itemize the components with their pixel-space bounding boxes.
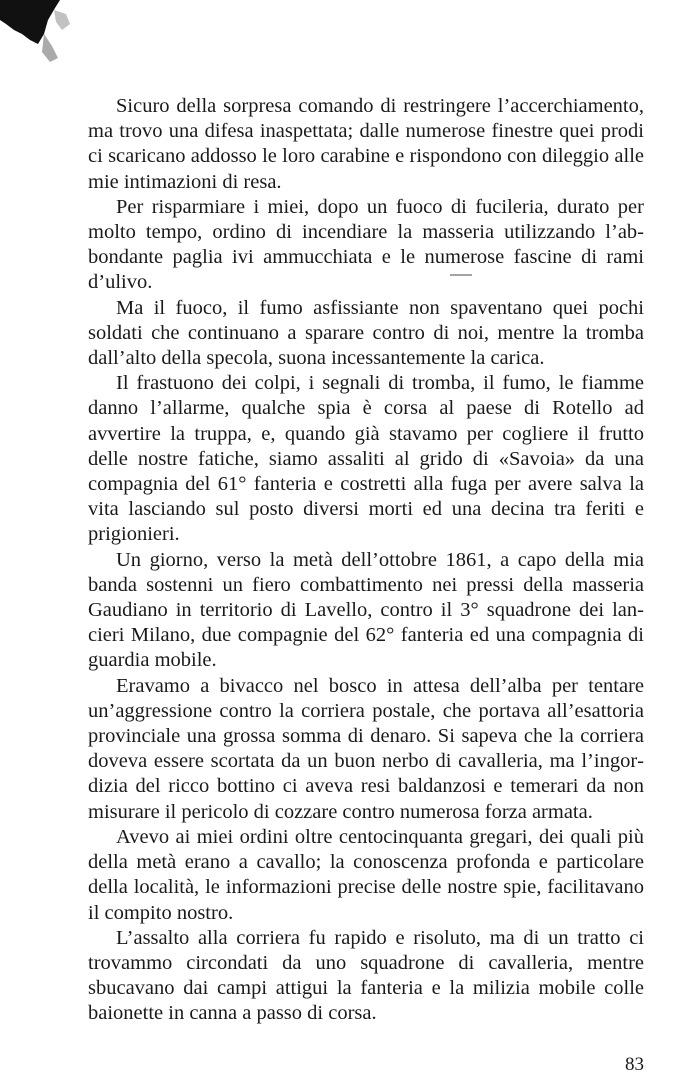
paragraph-3: Ma il fuoco, il fumo asfissiante non spaventano quei pochi soldati che continuano a sparare contro di noi, mentre la tromba dall’alto della specola, suona incessantemente la carica. bbox=[88, 296, 644, 370]
paragraph-6: Eravamo a bivacco nel bosco in attesa dell’alba per tentare un’aggressione contro la corriera postale, che portava all’esattoria provinciale una grossa somma di denaro. Si sapeva che la corriera doveva essere scortata da un buon nerbo di cavalleria, ma l’ingordizia del ricco bottino ci aveva resi baldanzosi e temerari da non misurare il pericolo di cozzare contro numerosa forza armata. bbox=[88, 674, 644, 823]
paragraph-4: Il frastuono dei colpi, i segnali di tromba, il fumo, le fiamme danno l’allarme, qualche spia è corsa al paese di Rotello ad avvertire la truppa, e, quando già stavamo per cogliere il frutto delle nostre fatiche, siamo assaliti al grido di «Savoia» da una compagnia del 61° fanteria e costretti alla fuga per avere salva la vita lasciando sul posto diversi morti ed una decina tra feriti e prigionieri. bbox=[88, 372, 644, 546]
paragraph-8: L’assalto alla corriera fu rapido e risoluto, ma di un tratto ci trovammo circondati da uno squadrone di cavalleria, mentre sbucavano dai campi attigui la fanteria e la milizia mobile colle baionette in canna a passo di corsa. bbox=[88, 926, 644, 1025]
scan-smudge-mark bbox=[0, 0, 90, 80]
paragraph-7: Avevo ai miei ordini oltre centocinquanta gregari, dei quali più della metà erano a cavallo; la conoscenza profonda e particolare della località, le informazioni precise delle nostre spie, facilitavano il compito nostro. bbox=[88, 825, 644, 924]
page-number: 83 bbox=[625, 1054, 644, 1075]
body-text bbox=[88, 94, 644, 1027]
paragraph-5: Un giorno, verso la metà dell’ottobre 1861, a capo della mia banda sostenni un fiero combattimento nei pressi della masseria Gaudiano in territorio di Lavello, contro il 3° squadrone dei lancieri Milano, due compagnie del 62° fanteria ed una compagnia di guardia mobile. bbox=[88, 548, 644, 672]
paragraph-1: Sicuro della sorpresa comando di restringere l’accerchiamento, ma trovo una difesa inaspettata; dalle numerose finestre quei prodi ci scaricano addosso le loro carabine e rispondono con dileggio alle mie intimazioni di resa. bbox=[88, 95, 644, 193]
paragraph-2: Per risparmiare i miei, dopo un fuoco di fucileria, durato per molto tempo, ordino di incendiare la masseria utilizzando l’abbondante paglia ivi ammucchiata e le numerose fascine di rami d’ulivo. bbox=[88, 195, 644, 294]
